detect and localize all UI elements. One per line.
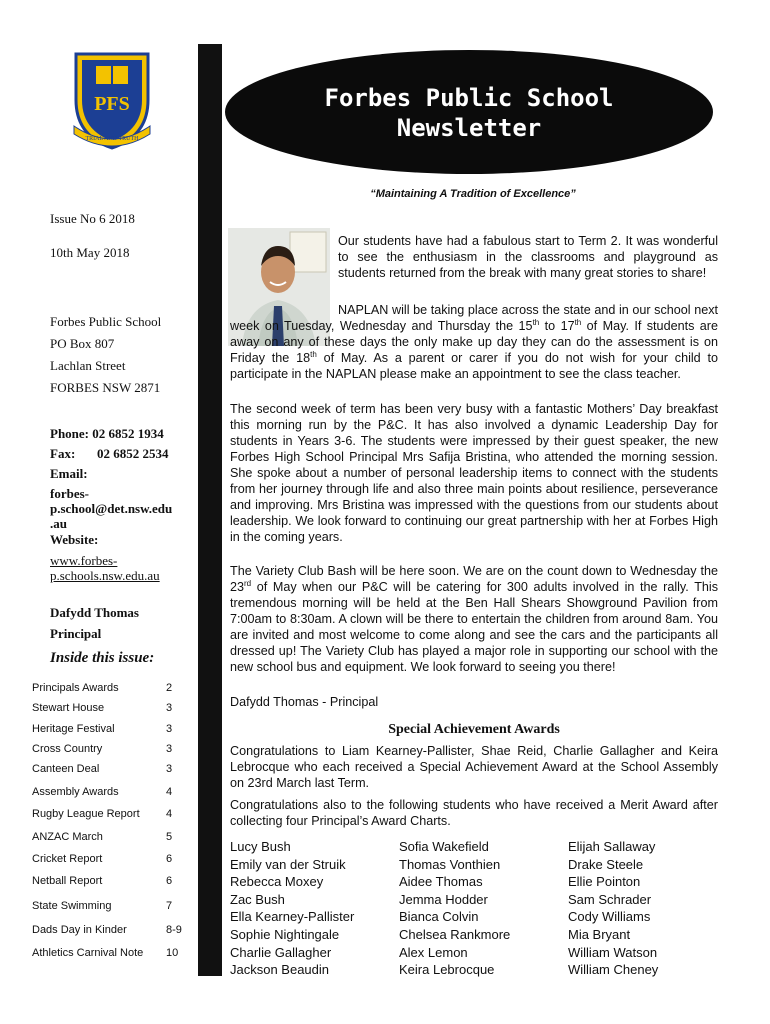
merit-student-name: William Cheney	[568, 962, 659, 978]
crest-letters: PFS	[94, 93, 130, 115]
toc-label: State Swimming	[32, 900, 112, 912]
merit-student-name: Ellie Pointon	[568, 874, 641, 890]
toc-item	[32, 723, 188, 735]
merit-student-name: Elijah Sallaway	[568, 839, 656, 854]
toc-label: ANZAC March	[32, 831, 103, 843]
special-achievement-paragraph: Congratulations to Liam Kearney-Pallister, Shae Reid, Charlie Gallagher and Keira Lebrocque who each received a Special Achievement Award at the School Assembly on 23rd March last Term.	[230, 744, 718, 790]
merit-student-name: Chelsea Rankmore	[399, 926, 511, 942]
merit-student-name: Cody Williams	[568, 909, 651, 925]
toc-item	[32, 743, 188, 755]
toc-page-number: 5	[166, 831, 173, 843]
toc-label: Rugby League Report	[32, 808, 140, 820]
merit-student-name: Mia Bryant	[568, 926, 631, 942]
principal-signoff: Dafydd Thomas - Principal	[230, 695, 379, 709]
decorative-band	[198, 44, 222, 976]
toc-page-number: 3	[166, 702, 173, 714]
merit-student-name: Emily van der Struik	[230, 856, 346, 872]
toc-page-number: 10	[166, 947, 179, 959]
toc-item	[32, 702, 188, 714]
toc-item	[32, 763, 188, 775]
toc-page-number: 7	[166, 900, 173, 912]
fax-number: 02 6852 2534	[97, 446, 169, 461]
address-pobox: PO Box 807	[50, 336, 115, 351]
merit-award-paragraph: Congratulations also to the following students who have received a Merit Award after collecting four Principal’s Award Charts.	[230, 798, 718, 828]
phone: Phone: 02 6852 1934	[50, 426, 164, 441]
merit-student-name: Rebecca Moxey	[230, 874, 324, 890]
toc-label: Cross Country	[32, 743, 103, 755]
title-line-2: Newsletter	[396, 114, 542, 142]
merit-student-name: Alex Lemon	[399, 944, 468, 960]
intro-paragraph: Our students have had a fabulous start to Term 2. It was wonderful to see the enthusiasm in the classrooms and playground as students returned from the break with many great stories to share!	[338, 234, 718, 280]
toc-page-number: 8-9	[166, 924, 182, 936]
toc-label: Canteen Deal	[32, 763, 100, 775]
toc-item	[32, 786, 188, 798]
address-town: FORBES NSW 2871	[50, 380, 161, 395]
toc-page-number: 3	[166, 763, 173, 775]
school-crest-logo	[70, 48, 154, 152]
toc-label: Cricket Report	[32, 853, 103, 865]
merit-student-name: Keira Lebrocque	[399, 962, 495, 978]
merit-names-column-1	[230, 838, 354, 979]
toc-page-number: 2	[166, 682, 173, 694]
crest-motto: TRIAL AND TRUTH	[85, 136, 139, 142]
inside-issue-heading: Inside this issue:	[50, 650, 155, 666]
merit-student-name: Ella Kearney-Pallister	[230, 909, 355, 925]
toc-item	[32, 682, 188, 694]
toc-item	[32, 924, 188, 936]
principal-title: Principal	[50, 626, 102, 641]
title-line-1: Forbes Public School	[324, 84, 614, 112]
toc-label: Stewart House	[32, 702, 105, 714]
website-link[interactable]: www.forbes- p.schools.nsw.edu.au	[50, 553, 160, 583]
merit-student-name: Aidee Thomas	[399, 874, 483, 890]
naplan-paragraph: NAPLAN will be taking place across the state and in our school next week on Tuesday, Wednesday and Thursday the 15th to 17th of May. If students are away on any of these days the only make up day they can do the assessment is on Friday the 18th of May. As a parent or carer if you do not wish for your child to participate in the NAPLAN please make an appointment to see the class teacher.	[230, 303, 718, 381]
toc-item	[32, 875, 188, 887]
merit-student-name: William Watson	[568, 944, 658, 960]
toc-page-number: 6	[166, 853, 173, 865]
toc-label: Assembly Awards	[32, 786, 119, 798]
school-motto: “Maintaining A Tradition of Excellence”	[370, 188, 576, 200]
toc-item	[32, 900, 188, 912]
merit-student-name: Sam Schrader	[568, 891, 652, 907]
special-achievement-heading: Special Achievement Awards	[388, 722, 560, 737]
address-school: Forbes Public School	[50, 314, 162, 329]
toc-page-number: 3	[166, 723, 173, 735]
toc-page-number: 3	[166, 743, 173, 755]
mothers-day-paragraph: The second week of term has been very busy with a fantastic Mothers’ Day breakfast this morning run by the P&C. It has also involved a dynamic Leadership Day for students in Years 3-6. The students were impressed by their guest speaker, the new Forbes High School Principal Mrs Safija Bristina, who attended the morning session. She spoke about a number of personal leadership items to connect with the students from her journey through life and also three main points about resilience, perseverance and improving. Mrs Bristina was impressed with the questions from our students about leadership. We look forward to continuing our great partnership with her at Forbes High in the coming years.	[230, 402, 718, 544]
toc-label: Netball Report	[32, 875, 103, 887]
issue-date: 10th May 2018	[50, 245, 130, 260]
issue-number: Issue No 6 2018	[50, 211, 135, 226]
email-link[interactable]: forbes- p.school@det.nsw.edu .au	[50, 486, 173, 531]
toc-item	[32, 853, 188, 865]
merit-student-name: Jemma Hodder	[399, 891, 488, 907]
toc-label: Heritage Festival	[32, 723, 115, 735]
email-label: Email:	[50, 466, 88, 481]
variety-club-paragraph: The Variety Club Bash will be here soon. We are on the count down to Wednesday the 23rd of May when our P&C will be catering for 300 adults involved in the rally. This tremendous morning will be held at the Ben Hall Shears Showground Pavilion from 7:00am to 8:30am. A clown will be there to entertain the children from around 8am. You are invited and most welcome to come along and see the cars and the participants all dressed up! The Variety Club has played a major role in supporting our school with the new school bus and equipment. We look forward to seeing you there!	[230, 564, 718, 674]
toc-item	[32, 947, 188, 959]
merit-student-name: Drake Steele	[568, 856, 644, 872]
website-label: Website:	[50, 532, 99, 547]
merit-student-name: Jackson Beaudin	[230, 962, 330, 978]
merit-student-name: Lucy Bush	[230, 839, 291, 854]
merit-names-column-3	[568, 838, 658, 979]
toc-page-number: 6	[166, 875, 173, 887]
merit-student-name: Sofia Wakefield	[399, 839, 489, 854]
principal-name: Dafydd Thomas	[50, 605, 139, 620]
merit-names-column-2	[399, 838, 510, 979]
toc-label: Principals Awards	[32, 682, 119, 694]
merit-student-name: Sophie Nightingale	[230, 926, 340, 942]
newsletter-title-banner	[225, 50, 713, 174]
toc-page-number: 4	[166, 786, 173, 798]
merit-student-name: Thomas Vonthien	[399, 856, 501, 872]
merit-student-name: Zac Bush	[230, 891, 285, 907]
toc-item	[32, 831, 188, 843]
toc-page-number: 4	[166, 808, 173, 820]
fax-label: Fax:	[50, 446, 76, 461]
toc-label: Athletics Carnival Note	[32, 947, 144, 959]
address-street: Lachlan Street	[50, 358, 126, 373]
merit-student-name: Bianca Colvin	[399, 909, 479, 925]
toc-label: Dads Day in Kinder	[32, 924, 127, 936]
merit-student-name: Charlie Gallagher	[230, 944, 332, 960]
toc-item	[32, 808, 188, 820]
